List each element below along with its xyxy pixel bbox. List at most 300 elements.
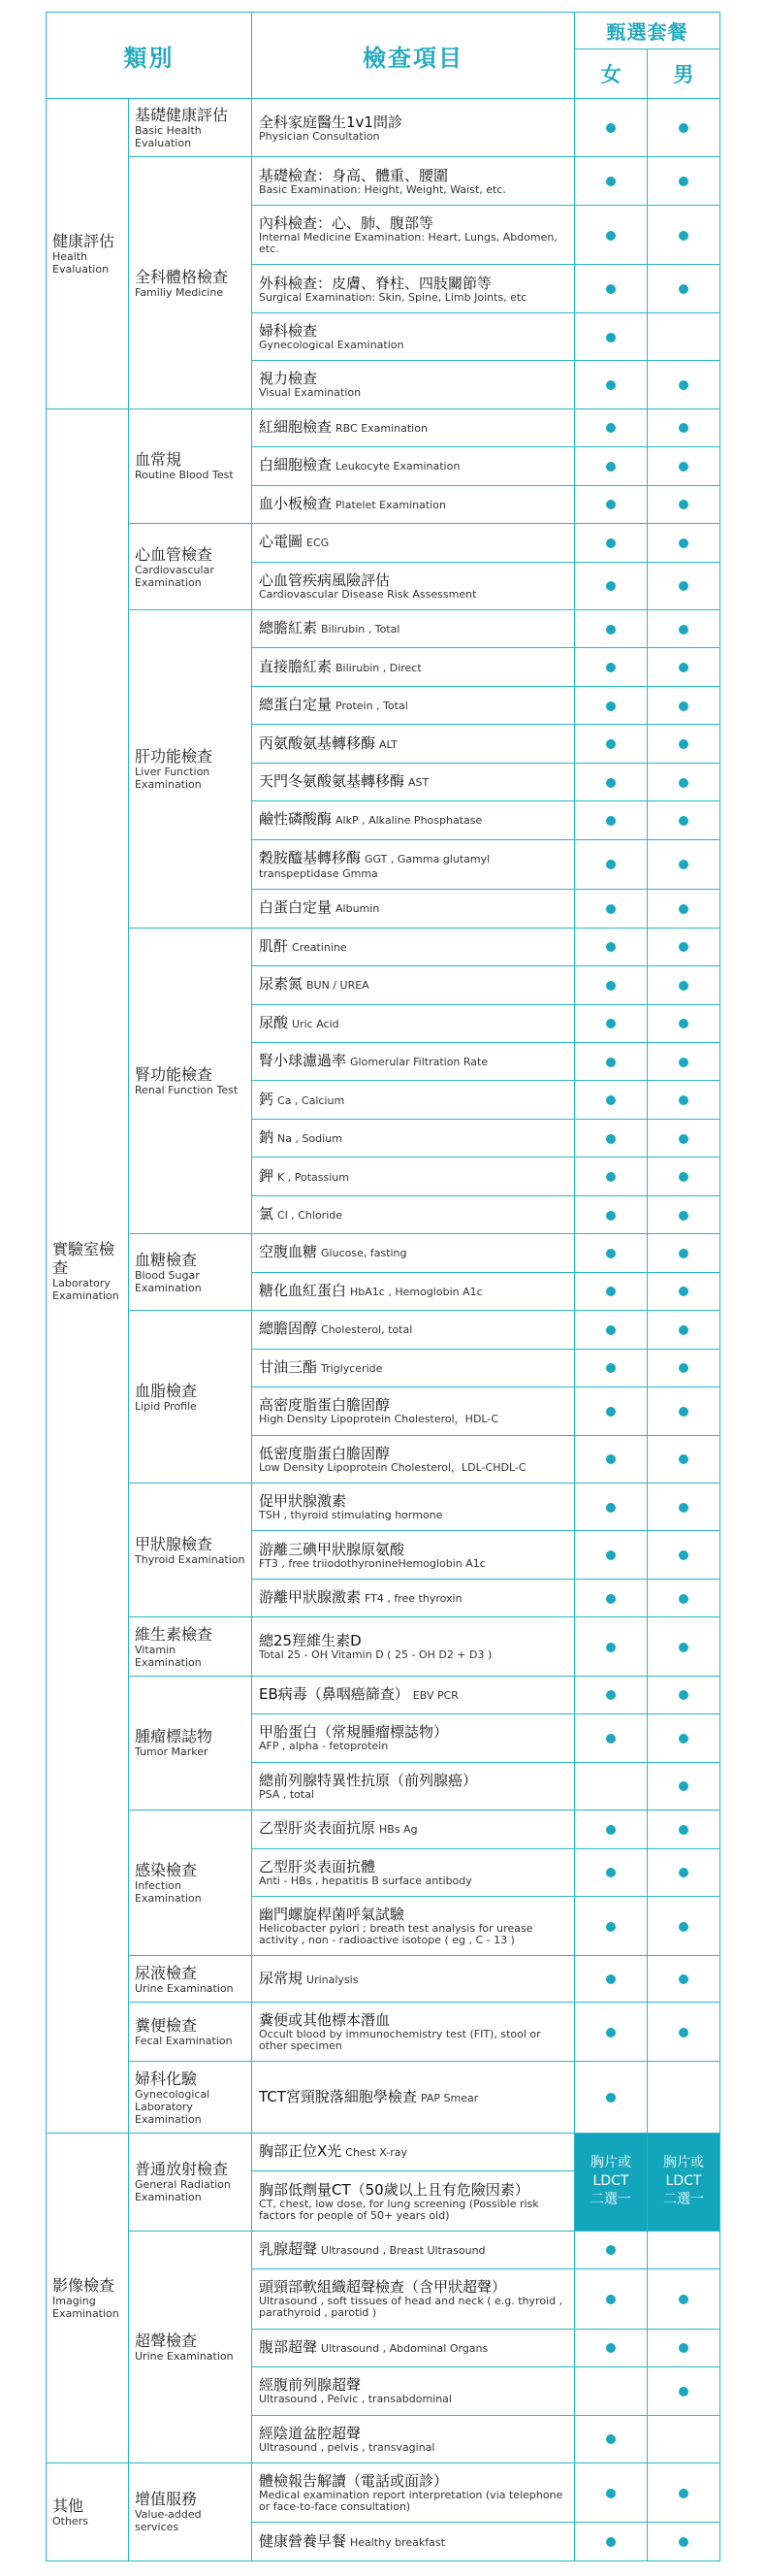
included-dot-icon xyxy=(679,1550,688,1560)
female-inclusion-cell xyxy=(575,99,648,157)
female-inclusion-cell xyxy=(575,2231,648,2268)
item-cell xyxy=(252,1579,575,1616)
group-cell xyxy=(129,1617,252,1676)
item-name-zh: 腎小球濾過率 xyxy=(259,1052,347,1070)
item-name-en: Visual Examination xyxy=(259,386,362,400)
item-name-en: CT, chest, low dose, for lung screening (Possible risk factors for people of 50+ years old) xyxy=(259,2197,539,2222)
female-inclusion-cell xyxy=(575,648,648,686)
female-inclusion-cell xyxy=(575,1081,648,1119)
item-name xyxy=(259,1243,568,1262)
included-dot-icon xyxy=(679,2343,688,2353)
included-dot-icon xyxy=(679,1407,688,1417)
included-dot-icon xyxy=(679,778,688,788)
male-inclusion-cell xyxy=(648,157,720,205)
group-name-en: Basic Health Evaluation xyxy=(135,124,202,150)
male-inclusion-cell xyxy=(648,1234,720,1272)
group-name-zh: 維生素檢查 xyxy=(135,1624,213,1644)
item-name xyxy=(259,1320,568,1339)
item-name xyxy=(259,2472,568,2490)
group-name-en: Value-added services xyxy=(135,2508,202,2534)
section-name-zh: 健康評估 xyxy=(52,231,115,250)
included-dot-icon xyxy=(606,2028,616,2038)
group-name-zh: 感染檢查 xyxy=(135,1861,198,1880)
section-name-en: Laboratory Examination xyxy=(52,1276,119,1302)
male-inclusion-cell xyxy=(648,1081,720,1119)
item-name-zh: 視力檢查 xyxy=(259,370,318,388)
item-cell xyxy=(252,686,575,724)
item-cell xyxy=(252,1714,575,1762)
group-name-zh: 心血管檢查 xyxy=(135,544,213,564)
included-dot-icon xyxy=(679,500,688,509)
item-name-en: Occult blood by immunochemistry test (FIT), stool or other specimen xyxy=(259,2028,541,2053)
item-name-en-inline: GGT , Gamma glutamyl xyxy=(365,852,491,865)
included-dot-icon xyxy=(679,1095,688,1105)
included-dot-icon xyxy=(606,423,616,433)
included-dot-icon xyxy=(606,380,616,390)
female-inclusion-cell xyxy=(575,1579,648,1616)
item-name-en: Total 25 - OH Vitamin D ( 25 - OH D2 + D3 ) xyxy=(259,1648,493,1662)
included-dot-icon xyxy=(606,1454,616,1464)
included-dot-icon xyxy=(606,663,616,672)
item-name-en-inline: Ca , Calcium xyxy=(277,1093,345,1107)
male-inclusion-cell xyxy=(648,1042,720,1080)
item-name xyxy=(259,370,568,387)
female-inclusion-cell xyxy=(575,928,648,965)
item-name-zh: 外科檢查：皮膚、脊柱、四肢關節等 xyxy=(259,274,493,292)
male-inclusion-cell xyxy=(648,562,720,609)
male-inclusion-cell xyxy=(648,609,720,647)
group-cell xyxy=(129,1956,252,2002)
item-name xyxy=(259,1205,568,1224)
female-inclusion-cell xyxy=(575,524,648,562)
female-inclusion-cell xyxy=(575,2329,648,2366)
item-name-zh: 穀胺醯基轉移酶 xyxy=(259,848,362,866)
included-dot-icon xyxy=(679,816,688,826)
item-name-en: transpeptidase Gmma xyxy=(259,866,378,880)
group-name-en: General Radiation Examination xyxy=(135,2178,231,2204)
item-name-zh: 白細胞檢查 xyxy=(259,456,333,474)
included-dot-icon xyxy=(679,1134,688,1144)
table-row xyxy=(47,1676,720,1713)
header-category: 類別 xyxy=(47,13,252,99)
section-cell xyxy=(47,2133,129,2462)
female-inclusion-cell xyxy=(575,609,648,647)
item-name-zh: 經陰道盆腔超聲 xyxy=(259,2424,362,2442)
group-name-zh: 腫瘤標誌物 xyxy=(135,1727,213,1746)
item-name xyxy=(259,1052,568,1071)
item-name xyxy=(259,2278,568,2296)
group-name-zh: 婦科化驗 xyxy=(135,2069,198,2088)
female-inclusion-cell xyxy=(575,2367,648,2415)
item-cell xyxy=(252,1531,575,1579)
included-dot-icon xyxy=(606,1407,616,1417)
included-dot-icon xyxy=(606,284,616,294)
table-row xyxy=(47,524,720,562)
male-inclusion-cell xyxy=(648,2463,720,2523)
item-cell xyxy=(252,648,575,686)
included-dot-icon xyxy=(679,701,688,711)
included-dot-icon xyxy=(606,2343,616,2353)
item-cell xyxy=(252,361,575,408)
included-dot-icon xyxy=(679,1974,688,1984)
choice-badge-female xyxy=(575,2133,648,2231)
item-cell xyxy=(252,2367,575,2415)
header-male: 男 xyxy=(648,49,720,99)
male-inclusion-cell xyxy=(648,648,720,686)
female-inclusion-cell xyxy=(575,1311,648,1349)
included-dot-icon xyxy=(679,1019,688,1028)
item-cell xyxy=(252,1158,575,1195)
female-inclusion-cell xyxy=(575,890,648,928)
item-name xyxy=(259,275,568,292)
item-name-zh: 甘油三酯 xyxy=(259,1357,318,1376)
table-row xyxy=(47,1956,720,2002)
female-inclusion-cell xyxy=(575,485,648,523)
included-dot-icon xyxy=(679,904,688,914)
item-name-en: Medical examination report interpretation (via telephone or face-to-face consultation) xyxy=(259,2489,563,2514)
male-inclusion-cell xyxy=(648,1119,720,1157)
included-dot-icon xyxy=(606,462,616,472)
section-name-en: Imaging Examination xyxy=(52,2294,119,2320)
group-name-en: Vitamin Examination xyxy=(135,1643,202,1669)
group-name-zh: 甲狀腺檢查 xyxy=(135,1534,213,1553)
group-name-en: Urine Examination xyxy=(135,2349,234,2363)
item-name-zh: 幽門螺旋桿菌呼氣試驗 xyxy=(259,1906,405,1924)
item-name-zh: 腹部超聲 xyxy=(259,2337,318,2356)
included-dot-icon xyxy=(606,1825,616,1835)
included-dot-icon xyxy=(679,423,688,433)
item-name-zh: 紅細胞檢查 xyxy=(259,417,333,436)
male-inclusion-cell xyxy=(648,763,720,800)
included-dot-icon xyxy=(606,1019,616,1028)
group-name-zh: 全科體格檢查 xyxy=(135,267,229,286)
item-cell xyxy=(252,408,575,446)
item-name xyxy=(259,418,568,438)
female-inclusion-cell xyxy=(575,839,648,889)
included-dot-icon xyxy=(606,1594,616,1604)
group-name-zh: 普通放射檢查 xyxy=(135,2160,229,2179)
male-inclusion-cell xyxy=(648,1004,720,1042)
group-cell xyxy=(129,609,252,928)
item-name-en-inline: Bilirubin , Total xyxy=(321,623,400,636)
item-cell xyxy=(252,1195,575,1233)
item-name-en-inline: ECG xyxy=(306,537,330,550)
included-dot-icon xyxy=(679,581,688,591)
male-inclusion-cell xyxy=(648,1311,720,1349)
included-dot-icon xyxy=(606,333,616,342)
item-name-zh: 天門冬氨酸氨基轉移酶 xyxy=(259,772,405,791)
included-dot-icon xyxy=(679,2537,688,2547)
item-cell xyxy=(252,2231,575,2268)
item-name-zh: 鹼性磷酸酶 xyxy=(259,810,333,829)
included-dot-icon xyxy=(606,904,616,914)
female-inclusion-cell xyxy=(575,1848,648,1896)
item-name-en-inline: Leukocyte Examination xyxy=(335,460,461,473)
male-inclusion-cell xyxy=(648,890,720,928)
item-name-en: Ultrasound , pelvis , transvaginal xyxy=(259,2440,435,2454)
item-name-en: Helicobacter pylori ; breath test analysis for urease activity , non - radioactive isotope ( eg , C - 13 ) xyxy=(259,1922,533,1947)
female-inclusion-cell xyxy=(575,205,648,264)
included-dot-icon xyxy=(606,1922,616,1932)
item-name xyxy=(259,1091,568,1110)
package-table xyxy=(46,12,720,2561)
item-name-en-inline: Uric Acid xyxy=(292,1017,339,1030)
female-inclusion-cell xyxy=(575,2463,648,2523)
female-inclusion-cell xyxy=(575,265,648,312)
included-dot-icon xyxy=(606,2537,616,2547)
item-name-zh: 乙型肝炎表面抗體 xyxy=(259,1857,376,1875)
item-name xyxy=(259,114,568,131)
item-name-zh: 丙氨酸氨基轉移酶 xyxy=(259,734,376,752)
included-dot-icon xyxy=(679,1825,688,1835)
table-row xyxy=(47,928,720,965)
item-name-en: Physician Consultation xyxy=(259,129,380,143)
group-name-zh: 血糖檢查 xyxy=(135,1250,198,1269)
female-inclusion-cell xyxy=(575,1195,648,1233)
male-inclusion-cell xyxy=(648,2269,720,2329)
item-name-zh: 游離三碘甲狀腺原氨酸 xyxy=(259,1540,405,1558)
included-dot-icon xyxy=(606,1690,616,1700)
table-row xyxy=(47,1483,720,1530)
female-inclusion-cell xyxy=(575,1119,648,1157)
group-name-zh: 超聲檢查 xyxy=(135,2331,198,2350)
table-row xyxy=(47,99,720,157)
included-dot-icon xyxy=(606,1211,616,1221)
item-name xyxy=(259,1396,568,1414)
table-row xyxy=(47,1810,720,1848)
female-inclusion-cell xyxy=(575,1483,648,1530)
item-name xyxy=(259,1685,568,1705)
item-cell xyxy=(252,562,575,609)
female-inclusion-cell xyxy=(575,2062,648,2133)
included-dot-icon xyxy=(679,2387,688,2397)
item-name-en: Cardiovascular Disease Risk Assessment xyxy=(259,587,477,601)
male-inclusion-cell xyxy=(648,1158,720,1195)
item-cell xyxy=(252,2171,575,2231)
item-name-en: FT3 , free triiodothyronineHemoglobin A1c xyxy=(259,1556,486,1570)
item-name xyxy=(259,1906,568,1923)
item-name-zh: TCT宮頸脫落細胞學檢查 xyxy=(259,2087,417,2105)
female-inclusion-cell xyxy=(575,1810,648,1848)
female-inclusion-cell xyxy=(575,1676,648,1713)
item-cell xyxy=(252,2133,575,2170)
item-name xyxy=(259,1492,568,1510)
table-body xyxy=(47,99,720,2561)
female-inclusion-cell xyxy=(575,157,648,205)
item-name-zh: 鈉 xyxy=(259,1128,274,1147)
item-name-zh: 低密度脂蛋白膽固醇 xyxy=(259,1444,391,1462)
male-inclusion-cell xyxy=(648,2415,720,2462)
item-name xyxy=(259,1167,568,1187)
included-dot-icon xyxy=(679,1325,688,1335)
male-inclusion-cell xyxy=(648,99,720,157)
group-cell xyxy=(129,1810,252,1956)
item-name-zh: 總膽固醇 xyxy=(259,1320,318,1338)
item-name-en-inline: Healthy breakfast xyxy=(350,2535,445,2549)
group-name-zh: 腎功能檢查 xyxy=(135,1064,213,1084)
male-inclusion-cell xyxy=(648,1762,720,1810)
included-dot-icon xyxy=(679,1211,688,1221)
group-name-en: Liver Function Examination xyxy=(135,765,210,791)
included-dot-icon xyxy=(606,231,616,241)
item-name-zh: EB病毒（鼻咽癌篩查） xyxy=(259,1684,409,1703)
item-name xyxy=(259,2142,568,2162)
item-name-en: Anti - HBs , hepatitis B surface antibody xyxy=(259,1874,472,1887)
included-dot-icon xyxy=(606,1868,616,1877)
included-dot-icon xyxy=(679,123,688,133)
female-inclusion-cell xyxy=(575,1234,648,1272)
choice-badge-male xyxy=(648,2133,720,2231)
item-name xyxy=(259,1819,568,1839)
included-dot-icon xyxy=(679,625,688,635)
table-row xyxy=(47,1311,720,1349)
item-cell xyxy=(252,1435,575,1483)
male-inclusion-cell xyxy=(648,1848,720,1896)
group-cell xyxy=(129,2463,252,2561)
male-inclusion-cell xyxy=(648,928,720,965)
item-name-zh: 婦科檢查 xyxy=(259,322,318,341)
group-name-en: Familiy Medicine xyxy=(135,285,224,299)
male-inclusion-cell xyxy=(648,801,720,839)
table-row xyxy=(47,2002,720,2061)
included-dot-icon xyxy=(606,1643,616,1652)
item-name-en-inline: Creatinine xyxy=(292,940,347,954)
item-name-en-inline: PAP Smear xyxy=(420,2091,479,2104)
item-name-zh: 心電圖 xyxy=(259,533,303,551)
included-dot-icon xyxy=(606,701,616,711)
item-cell xyxy=(252,2329,575,2366)
female-inclusion-cell xyxy=(575,447,648,485)
male-inclusion-cell xyxy=(648,725,720,763)
header-female: 女 xyxy=(575,49,648,99)
group-cell xyxy=(129,1483,252,1616)
item-cell xyxy=(252,1676,575,1713)
choice-badge-line: 二選一 xyxy=(590,2192,631,2208)
item-name-zh: 總25羥維生素D xyxy=(259,1632,362,1650)
female-inclusion-cell xyxy=(575,1158,648,1195)
group-cell xyxy=(129,99,252,157)
item-name xyxy=(259,619,568,638)
item-name xyxy=(259,810,568,830)
male-inclusion-cell xyxy=(648,1897,720,1956)
item-name-zh: 空腹血糖 xyxy=(259,1243,318,1261)
included-dot-icon xyxy=(679,284,688,294)
item-name-zh: 甲胎蛋白（常規腫瘤標誌物） xyxy=(259,1723,449,1742)
included-dot-icon xyxy=(679,1734,688,1744)
included-dot-icon xyxy=(606,177,616,186)
section-name-zh: 其他 xyxy=(52,2495,84,2515)
item-name xyxy=(259,533,568,552)
group-name-zh: 增值服務 xyxy=(135,2490,198,2509)
table-row xyxy=(47,2133,720,2170)
female-inclusion-cell xyxy=(575,1714,648,1762)
female-inclusion-cell xyxy=(575,1956,648,2002)
included-dot-icon xyxy=(606,816,616,826)
item-name xyxy=(259,2181,568,2199)
item-cell xyxy=(252,99,575,157)
included-dot-icon xyxy=(606,1287,616,1296)
included-dot-icon xyxy=(606,739,616,749)
male-inclusion-cell xyxy=(648,1531,720,1579)
item-name xyxy=(259,456,568,475)
female-inclusion-cell xyxy=(575,2269,648,2329)
item-cell xyxy=(252,524,575,562)
item-name-en: Ultrasound , Pelvic , transabdominal xyxy=(259,2393,452,2406)
included-dot-icon xyxy=(606,1363,616,1373)
male-inclusion-cell xyxy=(648,686,720,724)
male-inclusion-cell xyxy=(648,1956,720,2002)
included-dot-icon xyxy=(679,942,688,952)
item-cell xyxy=(252,447,575,485)
item-name-en: Ultrasound , soft tissues of head and neck ( e.g. thyroid , parathyroid , parotid ) xyxy=(259,2295,563,2320)
female-inclusion-cell xyxy=(575,686,648,724)
included-dot-icon xyxy=(606,123,616,133)
included-dot-icon xyxy=(679,1690,688,1700)
item-name-en-inline: Platelet Examination xyxy=(335,498,446,511)
item-name-zh: 總蛋白定量 xyxy=(259,696,333,714)
included-dot-icon xyxy=(679,1172,688,1182)
item-cell xyxy=(252,2062,575,2133)
section-cell xyxy=(47,408,129,2133)
included-dot-icon xyxy=(606,1134,616,1144)
item-name-en-inline: Ultrasound , Abdominal Organs xyxy=(321,2341,489,2355)
item-name xyxy=(259,2376,568,2394)
item-cell xyxy=(252,2463,575,2523)
group-name-en: Fecal Examination xyxy=(135,2035,233,2048)
included-dot-icon xyxy=(606,1325,616,1335)
item-name-zh: 游離甲狀腺激素 xyxy=(259,1588,362,1607)
included-dot-icon xyxy=(679,1594,688,1604)
female-inclusion-cell xyxy=(575,1042,648,1080)
item-name xyxy=(259,1014,568,1033)
male-inclusion-cell xyxy=(648,1617,720,1676)
item-name-en-inline: EBV PCR xyxy=(412,1688,459,1702)
item-cell xyxy=(252,725,575,763)
item-name-en-inline: FT4 , free thyroxin xyxy=(365,1592,463,1606)
item-name-en-inline: Albumin xyxy=(335,902,380,916)
item-cell xyxy=(252,2269,575,2329)
item-cell xyxy=(252,1897,575,1956)
female-inclusion-cell xyxy=(575,801,648,839)
item-name xyxy=(259,1282,568,1301)
item-name-en: Low Density Lipoprotein Cholesterol，LDL-CHDL-C xyxy=(259,1460,527,1474)
item-name xyxy=(259,1858,568,1875)
item-cell xyxy=(252,1004,575,1042)
female-inclusion-cell xyxy=(575,1531,648,1579)
table-row xyxy=(47,2231,720,2268)
group-name-en: Infection Examination xyxy=(135,1879,202,1906)
included-dot-icon xyxy=(679,1249,688,1258)
included-dot-icon xyxy=(679,1363,688,1373)
item-name-en: AFP , alpha - fetoprotein xyxy=(259,1740,389,1753)
included-dot-icon xyxy=(606,1249,616,1258)
item-cell xyxy=(252,157,575,205)
item-cell xyxy=(252,609,575,647)
included-dot-icon xyxy=(606,942,616,952)
included-dot-icon xyxy=(679,2028,688,2038)
item-cell xyxy=(252,312,575,360)
included-dot-icon xyxy=(606,625,616,635)
item-name-zh: 總膽紅素 xyxy=(259,619,318,637)
item-name xyxy=(259,2088,568,2107)
included-dot-icon xyxy=(679,1503,688,1513)
item-name-en-inline: Glucose, fasting xyxy=(321,1247,407,1260)
included-dot-icon xyxy=(679,860,688,869)
group-name-zh: 糞便檢查 xyxy=(135,2016,198,2036)
item-cell xyxy=(252,1042,575,1080)
included-dot-icon xyxy=(606,2434,616,2444)
included-dot-icon xyxy=(606,581,616,591)
